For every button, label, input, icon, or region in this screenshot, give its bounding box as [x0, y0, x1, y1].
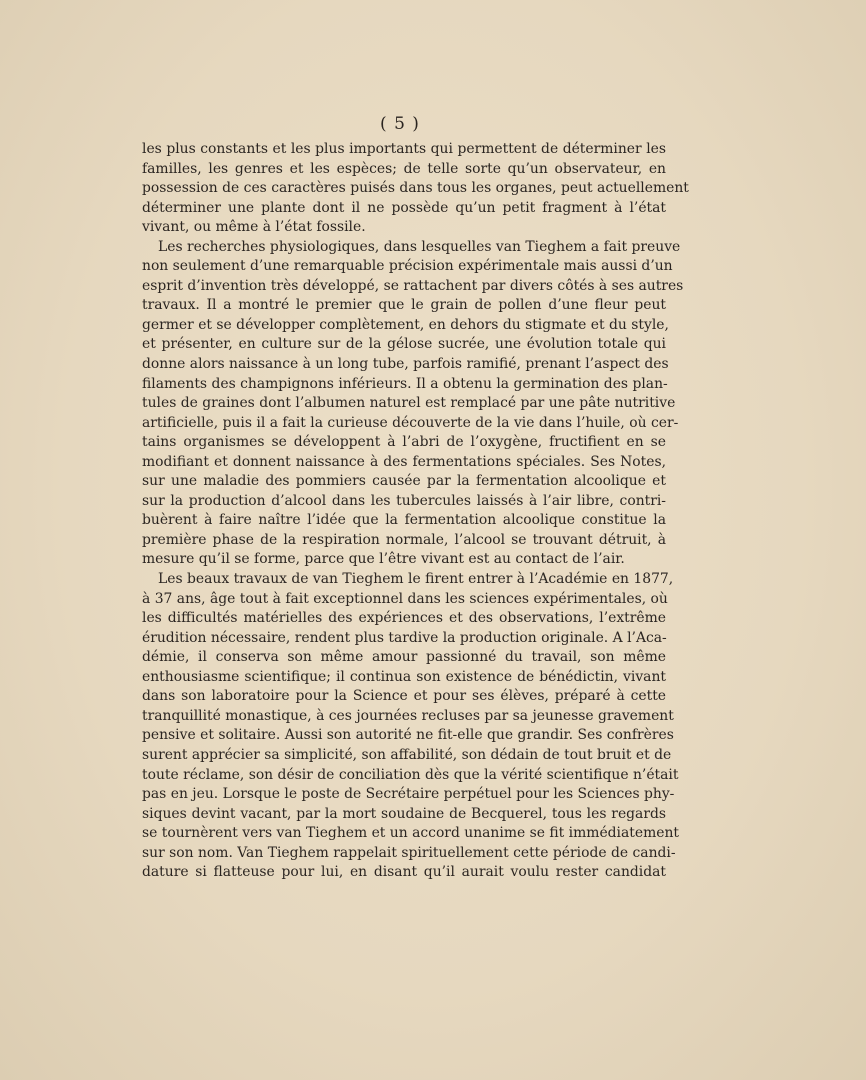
text-line: siques devint vacant, par la mort soudaine de Becquerel, tous les regards: [142, 805, 666, 822]
text-line: filaments des champignons inférieurs. Il a obtenu la germination des plan-: [142, 375, 668, 392]
text-line: germer et se développer complètement, en dehors du stigmate et du style,: [142, 316, 669, 333]
text-line: pas en jeu. Lorsque le poste de Secrétaire perpétuel pour les Sciences phy-: [142, 786, 675, 803]
text-line: première phase de la respiration normale, l’alcool se trouvant détruit, à: [142, 531, 666, 548]
text-line: tules de graines dont l’albumen naturel est remplacé par une pâte nutritive: [142, 395, 676, 412]
text-line: enthousiasme scientifique; il continua son existence de bénédictin, vivant: [142, 668, 666, 685]
text-line: sur son nom. Van Tieghem rappelait spirituellement cette période de candi-: [142, 844, 676, 861]
paragraph: [142, 570, 680, 883]
text-line: Les recherches physiologiques, dans lesquelles van Tieghem a fait preuve: [158, 238, 681, 255]
text-line: érudition nécessaire, rendent plus tardive la production originale. A l’Aca-: [142, 629, 667, 646]
page-number: ( 5 ): [380, 114, 420, 134]
text-line: sur la production d’alcool dans les tubercules laissés à l’air libre, contri-: [142, 492, 666, 509]
text-line: et présenter, en culture sur de la gélose sucrée, une évolution totale qui: [142, 336, 666, 353]
text-line: les plus constants et les plus importants qui permettent de déterminer les: [142, 141, 666, 157]
text-line: dans son laboratoire pour la Science et pour ses élèves, préparé à cette: [142, 688, 666, 705]
text-line: buèrent à faire naître l’idée que la fermentation alcoolique constitue la: [142, 512, 666, 529]
paragraph: [142, 238, 684, 570]
paragraph: [142, 140, 689, 238]
text-line: Les beaux travaux de van Tieghem le firent entrer à l’Académie en 1877,: [158, 571, 674, 588]
text-line: se tournèrent vers van Tieghem et un accord unanime se fit immédiatement: [142, 825, 680, 842]
text-line: mesure qu’il se forme, parce que l’être vivant est au contact de l’air.: [142, 551, 625, 568]
text-line: sur une maladie des pommiers causée par la fermentation alcoolique et: [142, 473, 666, 490]
text-line: vivant, ou même à l’état fossile.: [142, 219, 366, 236]
text-line: modifiant et donnent naissance à des fermentations spéciales. Ses Notes,: [142, 453, 666, 470]
text-line: tranquillité monastique, à ces journées recluses par sa jeunesse gravement: [142, 707, 674, 724]
text-line: à 37 ans, âge tout à fait exceptionnel dans les sciences expérimentales, où: [142, 590, 668, 607]
body-text: [142, 140, 689, 883]
text-line: esprit d’invention très développé, se rattachent par divers côtés à ses autres: [142, 277, 684, 294]
text-line: donne alors naissance à un long tube, parfois ramifié, prenant l’aspect des: [142, 356, 669, 373]
text-line: non seulement d’une remarquable précision expérimentale mais aussi d’un: [142, 258, 673, 275]
text-line: surent apprécier sa simplicité, son affabilité, son dédain de tout bruit et de: [142, 746, 672, 763]
text-line: déterminer une plante dont il ne possède qu’un petit fragment à l’état: [142, 199, 666, 216]
text-line: pensive et solitaire. Aussi son autorité ne fit-elle que grandir. Ses confrères: [142, 727, 674, 744]
text-line: toute réclame, son désir de conciliation dès que la vérité scientifique n’était: [142, 766, 679, 783]
text-line: travaux. Il a montré le premier que le grain de pollen d’une fleur peut: [142, 297, 666, 314]
text-line: dature si flatteuse pour lui, en disant qu’il aurait voulu rester candidat: [142, 864, 666, 881]
text-line: les difficultés matérielles des expériences et des observations, l’extrême: [142, 610, 666, 627]
text-line: démie, il conserva son même amour passionné du travail, son même: [142, 649, 666, 666]
text-line: possession de ces caractères puisés dans tous les organes, peut actuellement: [142, 180, 689, 197]
text-line: tains organismes se développent à l’abri de l’oxygène, fructifient en se: [142, 434, 666, 451]
text-line: familles, les genres et les espèces; de telle sorte qu’un observateur, en: [142, 160, 666, 177]
text-line: artificielle, puis il a fait la curieuse découverte de la vie dans l’huile, où cer-: [142, 414, 679, 431]
